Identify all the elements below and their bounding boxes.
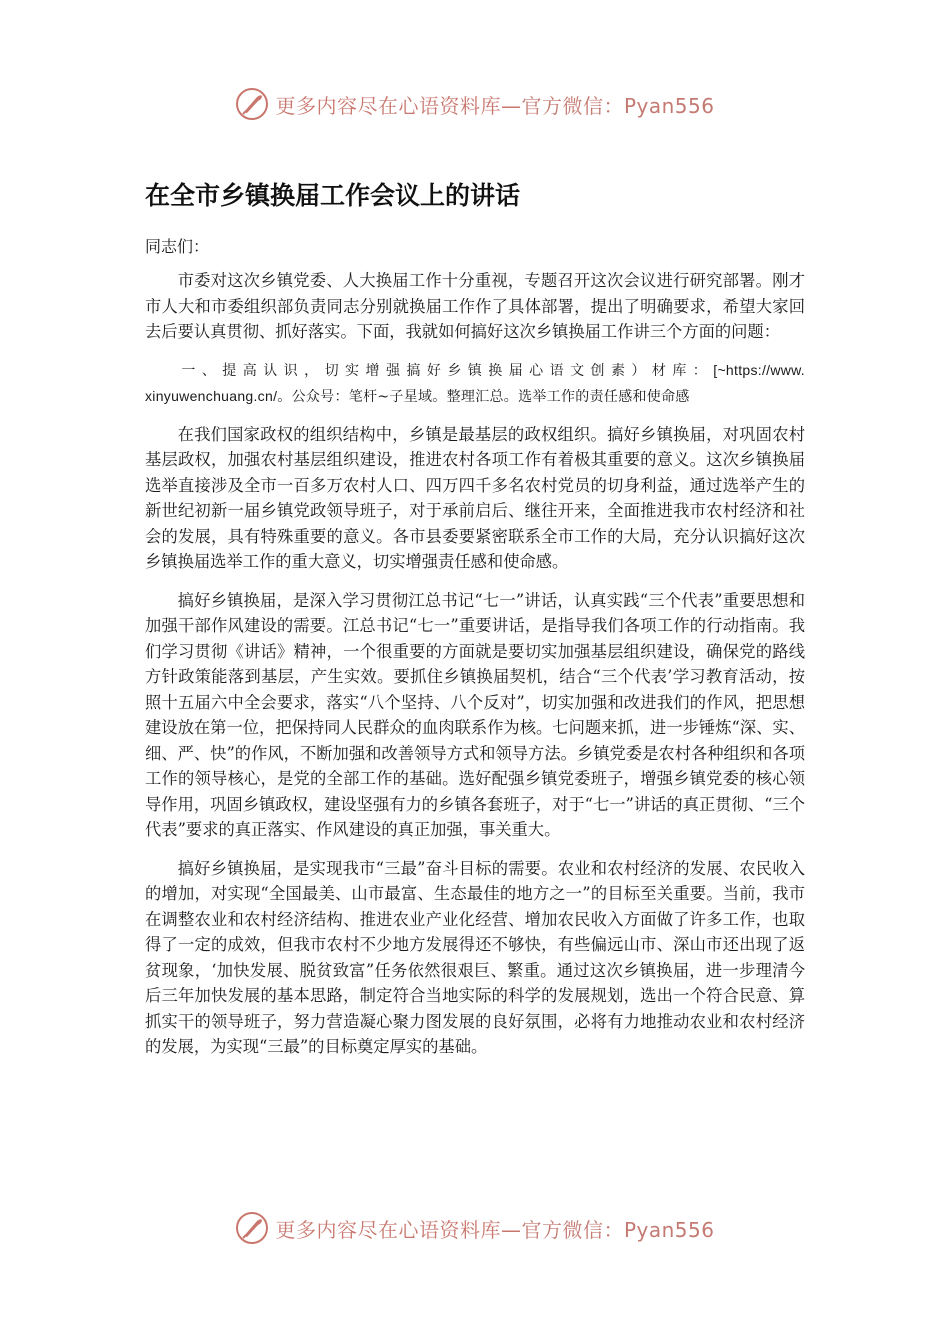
section-heading-url: [~https://www.xinyuwenchuang.cn/ [145, 361, 805, 404]
page-title: 在全市乡镇换届工作会议上的讲话 [145, 181, 521, 210]
quill-pen-icon [235, 1211, 269, 1245]
body-paragraph: 搞好乡镇换届，是深入学习贯彻江总书记“七一”讲话，认真实践“三个代表”重要思想和加强干部作风建设的需要。江总书记“七一”重要讲话，是指导我们各项工作的行动指南。我们学习贯彻《讲话》精神，一个很重要的方面就是要切实加强基层组织建设，确保党的路线方针政策能落到基层，产生实效。要抓住乡镇换届契机，结合“三个代表’学习教育活动，按照十五届六中全会要求，落实“八个坚持、八个反对”，切实加强和改进我们的作风，把思想建设放在第一位，把保持同人民群众的血肉联系作为核。七问题来抓，进一步锤炼“深、实、细、严、快”的作风，不断加强和改善领导方式和领导方法。乡镇党委是农村各种组织和各项工作的领导核心，是党的全部工作的基础。选好配强乡镇党委班子，增强乡镇党委的核心领导作用，巩固乡镇政权，建设坚强有力的乡镇各套班子，对于“七一”讲话的真正贯彻、“三个代表”要求的真正落实、作风建设的真正加强，事关重大。 [145, 590, 805, 839]
greeting: 同志们： [145, 237, 210, 256]
banner-text [275, 90, 714, 119]
banner-wechat-text: 官方微信：Pyan556 [521, 93, 715, 118]
quill-pen-icon [235, 87, 269, 121]
header-banner [0, 84, 950, 124]
section-heading-lead: 一、提高认识，切实增强搞好乡镇换届心语文创素）材库： [181, 362, 714, 379]
intro-paragraph: 市委对这次乡镇党委、人大换届工作十分重视，专题召开这次会议进行研究部署。刚才市人大和市委组织部负责同志分别就换届工作作了具体部署，提出了明确要求，希望大家回去后要认真贯彻、抓好落实。下面，我就如何搞好这次乡镇换届工作讲三个方面的问题： [145, 271, 805, 341]
banner-text [275, 1214, 714, 1243]
footer-banner [0, 1208, 950, 1248]
section-heading-tail: 。公众号：笔杆~子星域。整理汇总。选举工作的责任感和使命感 [277, 388, 690, 405]
body-paragraph: 在我们国家政权的组织结构中，乡镇是最基层的政权组织。搞好乡镇换届，对巩固农村基层政权，加强农村基层组织建设，推进农村各项工作有着极其重要的意义。这次乡镇换届选举直接涉及全市一百多万农村人口、四万四千多名农村党员的切身利益，通过选举产生的新世纪初新一届乡镇党政领导班子，对于承前启后、继往开来，全面推进我市农村经济和社会的发展，具有特殊重要的意义。各市县委要紧密联系全市工作的大局，充分认识搞好这次乡镇换届选举工作的重大意义，切实增强责任感和使命感。 [145, 424, 805, 571]
banner-main-text: 更多内容尽在心语资料库— [275, 1217, 522, 1242]
body-paragraph: 搞好乡镇换届，是实现我市“三最”奋斗目标的需要。农业和农村经济的发展、农民收入的增加，对实现“全国最美、山市最富、生态最佳的地方之一”的目标至关重要。当前，我市在调整农业和农村经济结构、推进农业产业化经营、增加农民收入方面做了许多工作，也取得了一定的成效，但我市农村不少地方发展得还不够快，有些偏远山市、深山市还出现了返贫现象，‘加快发展、脱贫致富”任务依然很艰巨、繁重。通过这次乡镇换届，进一步理清今后三年加快发展的基本思路，制定符合当地实际的科学的发展规划，选出一个符合民意、算抓实干的领导班子，努力营造凝心聚力图发展的良好氛围，必将有力地推动农业和农村经济的发展，为实现“三最”的目标奠定厚实的基础。 [145, 858, 805, 1056]
document-page [145, 176, 805, 1073]
banner-main-text: 更多内容尽在心语资料库— [275, 93, 522, 118]
section-heading [145, 358, 805, 410]
banner-wechat-text: 官方微信：Pyan556 [521, 1217, 715, 1242]
